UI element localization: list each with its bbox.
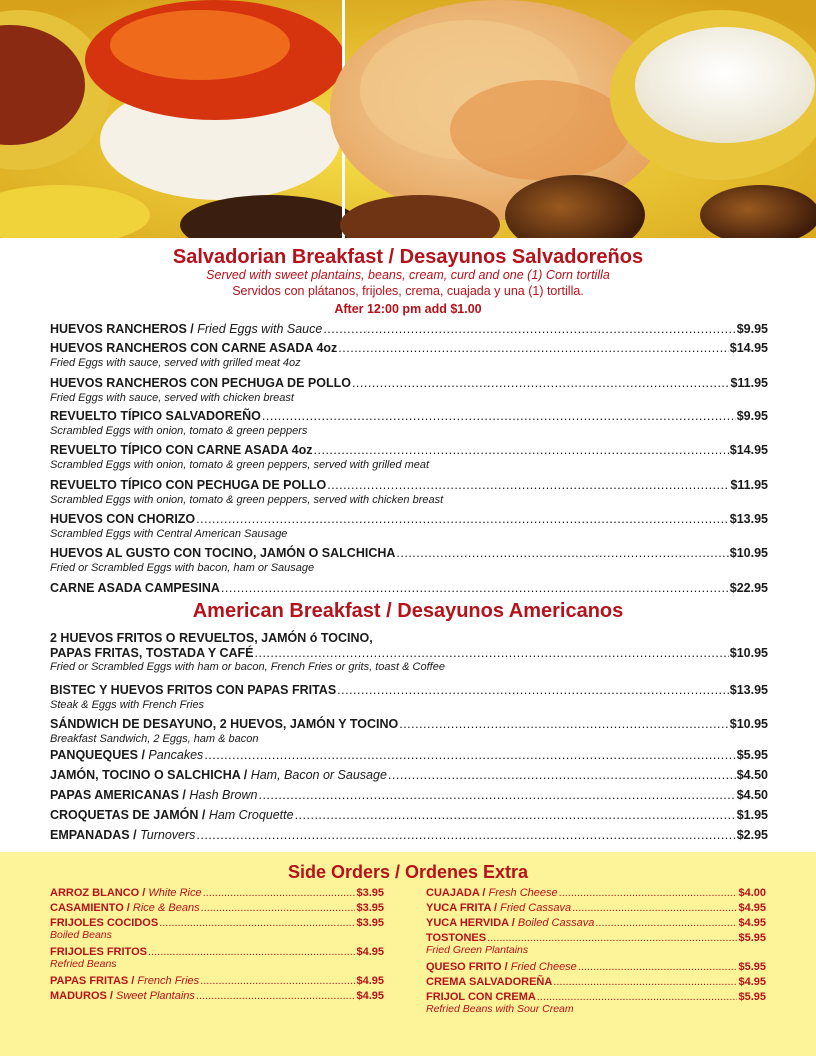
menu-item [50, 546, 768, 561]
breakfast-photo-icon [0, 0, 816, 238]
item-price: $4.95 [356, 975, 384, 987]
menu-item [50, 376, 768, 391]
item-name: HUEVOS AL GUSTO CON TOCINO, JAMÓN O SALCHICHA [50, 546, 396, 560]
dot-leader [196, 990, 356, 1003]
item-name: SÁNDWICH DE DESAYUNO, 2 HUEVOS, JAMÓN Y TOCINO [50, 717, 399, 731]
item-price: $4.95 [738, 976, 766, 988]
dot-leader [388, 768, 736, 783]
menu-item [426, 976, 766, 989]
menu-item [50, 409, 768, 424]
dot-leader [337, 683, 729, 698]
dot-leader [578, 961, 738, 974]
menu-item [50, 683, 768, 698]
item-name: CUAJADA / Fresh Cheese [426, 887, 558, 899]
item-name: QUESO FRITO / Fried Cheese [426, 961, 577, 973]
item-description: Fried Green Plantains [426, 944, 529, 956]
item-price: $4.95 [738, 902, 766, 914]
item-english-name: Boiled Cassava [517, 917, 595, 929]
menu-item [50, 512, 768, 527]
item-price: $13.95 [729, 512, 768, 526]
salvadorian-title: Salvadorian Breakfast / Desayunos Salvadoreños [172, 246, 644, 268]
dot-leader [327, 478, 729, 493]
menu-item [50, 322, 768, 337]
item-description: Steak & Eggs with French Fries [50, 699, 205, 711]
salvadorian-subtitle-en: Served with sweet plantains, beans, cream, curd and one (1) Corn tortilla [206, 268, 610, 282]
menu-item [50, 478, 768, 493]
dot-leader [148, 946, 355, 959]
item-name: CARNE ASADA CAMPESINA [50, 581, 220, 595]
dot-leader [559, 887, 738, 900]
item-name: REVUELTO TÍPICO CON PECHUGA DE POLLO [50, 478, 327, 492]
menu-item [426, 917, 766, 930]
item-english-name: Sweet Plantains [116, 990, 195, 1002]
menu-item [50, 717, 768, 732]
item-name: CREMA SALVADOREÑA [426, 976, 553, 988]
menu-item [50, 828, 768, 843]
dot-leader [553, 976, 737, 989]
item-price: $4.95 [738, 917, 766, 929]
dot-leader [196, 512, 729, 527]
dot-leader [262, 409, 736, 424]
dot-leader [258, 788, 735, 803]
item-english-name: Fresh Cheese [488, 887, 558, 899]
item-name: FRIJOLES COCIDOS [50, 917, 159, 929]
item-name: FRIJOL CON CREMA [426, 991, 536, 1003]
menu-item [50, 975, 384, 988]
dot-leader [396, 546, 728, 561]
item-name: HUEVOS CON CHORIZO [50, 512, 196, 526]
menu-item [50, 443, 768, 458]
menu-item [50, 808, 768, 823]
item-english-name: Fried Cheese [510, 961, 577, 973]
item-english-name: Hash Brown [189, 788, 258, 802]
item-price: $4.00 [738, 887, 766, 899]
item-english-name: Pancakes [148, 748, 204, 762]
item-price: $13.95 [729, 683, 768, 697]
item-name: CASAMIENTO / Rice & Beans [50, 902, 200, 914]
menu-item [426, 961, 766, 974]
dot-leader [221, 581, 729, 596]
dot-leader [295, 808, 736, 823]
item-price: $5.95 [738, 961, 766, 973]
menu-item [50, 768, 768, 783]
item-name: YUCA FRITA / Fried Cassava [426, 902, 572, 914]
item-description: Breakfast Sandwich, 2 Eggs, ham & bacon [50, 733, 259, 745]
item-name: 2 HUEVOS FRITOS O REVUELTOS, JAMÓN ó TOCINO, [50, 631, 373, 645]
menu-item [50, 887, 384, 900]
menu-item [50, 990, 384, 1003]
item-name: PANQUEQUES / Pancakes [50, 748, 204, 762]
menu-item [50, 341, 768, 356]
item-description: Scrambled Eggs with onion, tomato & green peppers [50, 425, 308, 437]
item-english-name: Ham, Bacon or Sausage [250, 768, 387, 782]
item-name: PAPAS AMERICANAS / Hash Brown [50, 788, 258, 802]
item-price: $4.50 [736, 788, 768, 802]
side-orders-panel [0, 852, 816, 1056]
item-description: Refried Beans [50, 958, 117, 970]
item-description: Fried or Scrambled Eggs with bacon, ham or Sausage [50, 562, 315, 574]
item-price: $10.95 [729, 546, 768, 560]
item-price: $11.95 [730, 376, 768, 390]
item-english-name: Ham Croquette [208, 808, 294, 822]
item-name: EMPANADAS / Turnovers [50, 828, 196, 842]
item-price: $2.95 [736, 828, 768, 842]
dot-leader [201, 902, 356, 915]
item-name: REVUELTO TÍPICO CON CARNE ASADA 4oz [50, 443, 313, 457]
dot-leader [352, 376, 730, 391]
american-title: American Breakfast / Desayunos Americanos [192, 600, 624, 622]
menu-item [50, 748, 768, 763]
salvadorian-subtitle-es: Servidos con plátanos, frijoles, crema, cuajada y una (1) tortilla. [232, 284, 584, 298]
item-name: PAPAS FRITAS / French Fries [50, 975, 200, 987]
item-price: $5.95 [738, 991, 766, 1003]
item-english-name: White Rice [148, 887, 202, 899]
item-description: Scrambled Eggs with Central American Sausage [50, 528, 288, 540]
menu-item [426, 902, 766, 915]
item-name: HUEVOS RANCHEROS CON CARNE ASADA 4oz [50, 341, 338, 355]
sides-title: Side Orders / Ordenes Extra [287, 862, 529, 882]
item-price: $22.95 [729, 581, 768, 595]
dot-leader [159, 917, 355, 930]
item-description: Fried or Scrambled Eggs with ham or bacon, French Fries or grits, toast & Coffee [50, 661, 445, 673]
item-price: $4.95 [356, 990, 384, 1002]
item-english-name: Fried Cassava [500, 902, 572, 914]
item-price: $9.95 [736, 409, 768, 423]
dot-leader [203, 887, 356, 900]
item-price: $4.95 [356, 946, 384, 958]
item-name: MADUROS / Sweet Plantains [50, 990, 195, 1002]
dot-leader [572, 902, 737, 915]
item-price: $14.95 [729, 341, 768, 355]
item-name: REVUELTO TÍPICO SALVADOREÑO [50, 409, 261, 423]
item-price: $9.95 [736, 322, 768, 336]
item-english-name: French Fries [137, 975, 200, 987]
dot-leader [338, 341, 728, 356]
item-description: Scrambled Eggs with onion, tomato & green peppers, served with grilled meat [50, 459, 430, 471]
item-name: ARROZ BLANCO / White Rice [50, 887, 202, 899]
item-price: $3.95 [356, 902, 384, 914]
item-price: $4.50 [736, 768, 768, 782]
item-name: HUEVOS RANCHEROS / Fried Eggs with Sauce [50, 322, 323, 336]
item-description: Boiled Beans [50, 929, 112, 941]
item-price: $10.95 [729, 717, 768, 731]
item-price: $5.95 [738, 932, 766, 944]
hero-photo [0, 0, 816, 238]
item-price: $3.95 [356, 917, 384, 929]
item-description: Fried Eggs with sauce, served with grilled meat 4oz [50, 357, 301, 369]
item-english-name: Fried Eggs with Sauce [197, 322, 323, 336]
menu-item [50, 646, 768, 661]
item-name: HUEVOS RANCHEROS CON PECHUGA DE POLLO [50, 376, 351, 390]
item-name: BISTEC Y HUEVOS FRITOS CON PAPAS FRITAS [50, 683, 337, 697]
item-description: Refried Beans with Sour Cream [426, 1003, 574, 1015]
dot-leader [200, 975, 355, 988]
salvadorian-note: After 12:00 pm add $1.00 [334, 302, 482, 316]
menu-item [50, 788, 768, 803]
item-name: PAPAS FRITAS, TOSTADA Y CAFÉ [50, 646, 254, 660]
item-price: $1.95 [736, 808, 768, 822]
dot-leader [196, 828, 735, 843]
item-price: $5.95 [736, 748, 768, 762]
menu-item [50, 581, 768, 596]
dot-leader [595, 917, 737, 930]
item-price: $3.95 [356, 887, 384, 899]
dot-leader [323, 322, 735, 337]
dot-leader [399, 717, 729, 732]
item-english-name: Rice & Beans [132, 902, 200, 914]
item-price: $11.95 [730, 478, 768, 492]
menu-item [426, 887, 766, 900]
item-price: $14.95 [729, 443, 768, 457]
item-name: YUCA HERVIDA / Boiled Cassava [426, 917, 595, 929]
item-name: TOSTONES [426, 932, 487, 944]
item-name: JAMÓN, TOCINO O SALCHICHA / Ham, Bacon or Sausage [50, 768, 387, 782]
item-price: $10.95 [729, 646, 768, 660]
menu-item [50, 902, 384, 915]
item-name: FRIJOLES FRITOS [50, 946, 147, 958]
american-item-line1 [50, 631, 768, 646]
item-english-name: Turnovers [140, 828, 196, 842]
dot-leader [314, 443, 729, 458]
dot-leader [204, 748, 735, 763]
dot-leader [255, 646, 729, 661]
item-description: Scrambled Eggs with onion, tomato & green peppers, served with chicken breast [50, 494, 444, 506]
item-description: Fried Eggs with sauce, served with chicken breast [50, 392, 294, 404]
item-name: CROQUETAS DE JAMÓN / Ham Croquette [50, 808, 294, 822]
